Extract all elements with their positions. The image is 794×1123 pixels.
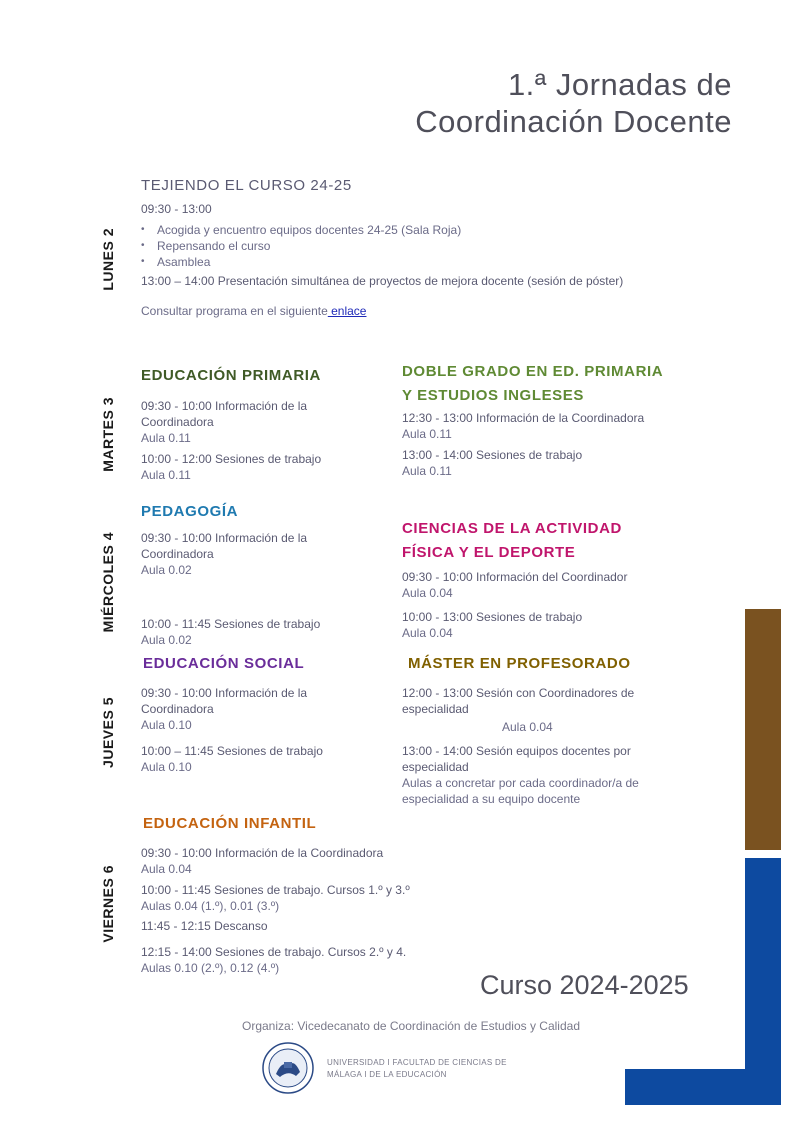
doble-grado-item-1: 12:30 - 13:00 Información de la Coordinadora	[402, 411, 645, 425]
day-label-miercoles: MIÉRCOLES 4	[100, 532, 116, 633]
cafd-room-1: Aula 0.04	[402, 586, 453, 600]
blue-accent-bar-horizontal	[625, 1069, 781, 1105]
infantil-room-2: Aulas 0.04 (1.º), 0.01 (3.º)	[141, 899, 280, 913]
social-heading: EDUCACIÓN SOCIAL	[143, 655, 305, 672]
logo-text-line-1: UNIVERSIDAD I FACULTAD DE CIENCIAS DE	[327, 1058, 507, 1067]
social-room-2: Aula 0.10	[141, 760, 192, 774]
doble-grado-room-2: Aula 0.11	[402, 464, 452, 478]
master-item-1: 12:00 - 13:00 Sesión con Coordinadores de especialidad	[402, 686, 635, 716]
programa-link[interactable]: enlace	[327, 304, 367, 318]
master-room-1: Aula 0.04	[502, 720, 553, 734]
brown-accent-bar	[745, 609, 781, 850]
doble-grado-heading-line-2: Y ESTUDIOS INGLESES	[402, 387, 584, 404]
master-note: Aulas a concretar por cada coordinador/a de especialidad a su equipo docente	[402, 776, 639, 806]
lunes-bullet-item: • Asamblea	[141, 254, 721, 270]
section-educacion-primaria	[141, 364, 361, 483]
section-educacion-social	[143, 652, 363, 775]
doble-grado-item-2: 13:00 - 14:00 Sesiones de trabajo	[402, 448, 583, 462]
day-label-lunes: LUNES 2	[100, 228, 116, 291]
pedagogia-item-2: 10:00 - 11:45 Sesiones de trabajo	[141, 617, 321, 631]
doble-grado-heading-line-1: DOBLE GRADO EN ED. PRIMARIA	[402, 363, 664, 380]
doble-grado-room-1: Aula 0.11	[402, 427, 452, 441]
pedagogia-room-1: Aula 0.02	[141, 563, 192, 577]
cafd-heading-line-1: CIENCIAS DE LA ACTIVIDAD	[402, 520, 622, 537]
section-doble-grado	[402, 360, 702, 479]
lunes-presentation: 13:00 – 14:00 Presentación simultánea de proyectos de mejora docente (sesión de póster)	[141, 274, 624, 288]
infantil-heading: EDUCACIÓN INFANTIL	[143, 815, 317, 832]
section-lunes	[141, 175, 721, 319]
university-logo-text	[327, 1057, 507, 1081]
day-label-jueves: JUEVES 5	[100, 697, 116, 768]
social-item-1: 09:30 - 10:00 Información de la Coordinadora	[141, 686, 308, 716]
primaria-item-1: 09:30 - 10:00 Información de la Coordinadora	[141, 399, 308, 429]
seal-icon	[262, 1042, 314, 1094]
blue-accent-bar-vertical	[745, 858, 781, 1105]
cafd-room-2: Aula 0.04	[402, 626, 453, 640]
course-label: Curso 2024-2025	[480, 970, 689, 1000]
infantil-item-2: 10:00 - 11:45 Sesiones de trabajo. Cursos 1.º y 3.º	[141, 883, 410, 897]
primaria-heading: EDUCACIÓN PRIMARIA	[141, 367, 321, 384]
primaria-item-2: 10:00 - 12:00 Sesiones de trabajo	[141, 452, 322, 466]
infantil-item-4: 12:15 - 14:00 Sesiones de trabajo. Cursos 2.º y 4.	[141, 945, 407, 959]
section-educacion-infantil	[141, 812, 481, 976]
infantil-room-4: Aulas 0.10 (2.º), 0.12 (4.º)	[141, 961, 280, 975]
pedagogia-item-1: 09:30 - 10:00 Información de la Coordinadora	[141, 531, 308, 561]
primaria-room-2: Aula 0.11	[141, 468, 191, 482]
pedagogia-room-2: Aula 0.02	[141, 633, 192, 647]
day-label-martes: MARTES 3	[100, 397, 116, 472]
infantil-room-1: Aula 0.04	[141, 862, 192, 876]
pedagogia-heading: PEDAGOGÍA	[141, 503, 239, 520]
lunes-bullet-item: • Acogida y encuentro equipos docentes 24-25 (Sala Roja)	[141, 222, 721, 238]
page-title	[415, 66, 732, 140]
logo-text-line-2: MÁLAGA I DE LA EDUCACIÓN	[327, 1070, 447, 1079]
lunes-heading: TEJIENDO EL CURSO 24-25	[141, 177, 352, 194]
cafd-item-1: 09:30 - 10:00 Información del Coordinador	[402, 570, 628, 584]
day-label-viernes: VIERNES 6	[100, 865, 116, 943]
organiza-text: Organiza: Vicedecanato de Coordinación de Estudios y Calidad	[242, 1019, 580, 1033]
infantil-item-3: 11:45 - 12:15 Descanso	[141, 919, 268, 933]
social-item-2: 10:00 – 11:45 Sesiones de trabajo	[141, 744, 323, 758]
section-master-profesorado	[402, 652, 672, 807]
master-heading: MÁSTER EN PROFESORADO	[408, 655, 631, 672]
university-seal	[262, 1042, 314, 1094]
cafd-item-2: 10:00 - 13:00 Sesiones de trabajo	[402, 610, 583, 624]
page-title-line-1: 1.ª Jornadas de	[507, 67, 732, 102]
lunes-time: 09:30 - 13:00	[141, 202, 212, 216]
page-title-line-2: Coordinación Docente	[415, 104, 732, 139]
lunes-bullet-list	[141, 222, 721, 270]
cafd-heading-line-2: FÍSICA Y EL DEPORTE	[402, 544, 576, 561]
primaria-room-1: Aula 0.11	[141, 431, 191, 445]
social-room-1: Aula 0.10	[141, 718, 192, 732]
master-item-2: 13:00 - 14:00 Sesión equipos docentes por especialidad	[402, 744, 631, 774]
lunes-consult-text: Consultar programa en el siguiente	[141, 304, 328, 318]
infantil-item-1: 09:30 - 10:00 Información de la Coordinadora	[141, 846, 384, 860]
lunes-consult	[141, 303, 721, 319]
section-pedagogia	[141, 500, 361, 648]
lunes-bullet-item: • Repensando el curso	[141, 238, 721, 254]
section-ciencias-actividad-fisica	[402, 517, 702, 641]
